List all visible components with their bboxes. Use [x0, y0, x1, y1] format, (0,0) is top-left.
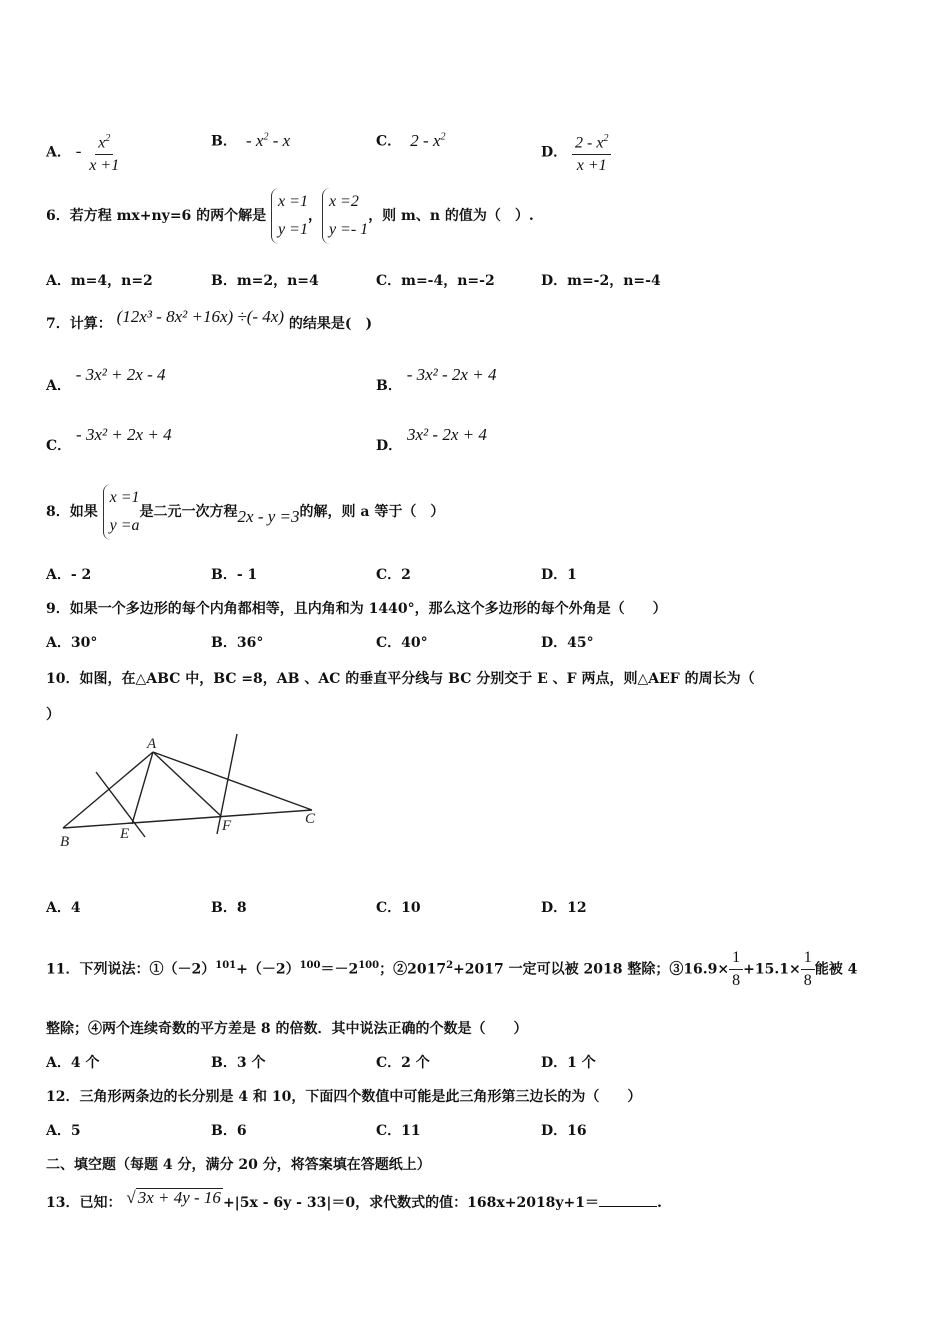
q10-option-b: B．8	[211, 900, 247, 916]
q8-equation: 2x - y =3	[237, 507, 300, 526]
q6-stem: 6．若方程 mx+ny=6 的两个解是 x =1 y =1，x =2 y =- 1，则 m、n 的值为（ ）.	[46, 188, 534, 244]
q12-option-a: A．5	[46, 1123, 81, 1139]
q9-option-b: B．36°	[211, 635, 264, 651]
q8-option-d: D．1	[541, 567, 577, 583]
q10-stem-line1: 10．如图，在△ABC 中，BC =8，AB 、AC 的垂直平分线与 BC 分别交于 E 、F 两点，则△AEF 的周长为（	[46, 671, 755, 687]
q9-option-a: A．30°	[46, 635, 98, 651]
segment-ac	[153, 752, 312, 810]
label-a: A	[147, 736, 157, 752]
label-b: B	[60, 834, 70, 850]
segment-af	[153, 752, 222, 817]
q10-option-d: D．12	[541, 900, 587, 916]
segment-ae	[132, 752, 153, 824]
label-f: F	[222, 818, 232, 834]
q5-option-c: C． $2 - x^2$	[376, 130, 446, 150]
q8-option-b: B．- 1	[211, 567, 258, 583]
q10-option-a: A．4	[46, 900, 81, 916]
q11-option-d: D．1 个	[541, 1055, 596, 1071]
q12-stem: 12．三角形两条边的长分别是 4 和 10，下面四个数值中可能是此三角形第三边长的为（ ）	[46, 1089, 642, 1105]
q6-option-d: D．m=-2，n=-4	[541, 273, 661, 289]
q6-system-1: x =1 y =1	[271, 188, 308, 244]
q10-stem-line2: ）	[46, 707, 60, 723]
fraction-one-eighth: $\frac{1}{8}$	[729, 947, 743, 992]
q11-option-c: C．2 个	[376, 1055, 430, 1071]
fraction-one-eighth: $\frac{1}{8}$	[801, 947, 815, 992]
q9-option-d: D．45°	[541, 635, 594, 651]
q8-option-a: A．- 2	[46, 567, 92, 583]
q5-option-d: D． $\frac{2 - x^2}{x +1}$	[541, 128, 611, 177]
q8-system: x =1 y =a	[103, 484, 140, 540]
q11-stem-line1: 11．下列说法：$①(-2)^{101}+(-2)^{100}=-2^{100}$；$②2017^2+2017$ 一定可以被 2018 整除；③16.9× $\frac{1}{8}$ +15.1× $\frac{1}{8}$ 能被 4	[46, 942, 857, 994]
q8-stem: 8．如果 x =1 y =a是二元一次方程2x - y =3的解，则 a 等于（ ）	[46, 484, 444, 540]
q6-option-c: C．m=-4，n=-2	[376, 273, 495, 289]
q12-option-b: B．6	[211, 1123, 247, 1139]
q9-option-c: C．40°	[376, 635, 428, 651]
q11-stem-line2: 整除；④两个连续奇数的平方差是 8 的倍数．其中说法正确的个数是（ ）	[46, 1021, 528, 1037]
answer-blank[interactable]	[599, 1206, 657, 1207]
q10-option-c: C．10	[376, 900, 421, 916]
q7-expression: (12x³ - 8x² +16x) ÷(- 4x)	[116, 307, 285, 326]
q7-option-d: D． 3x² - 2x + 4	[376, 425, 487, 454]
q8-option-c: C．2	[376, 567, 411, 583]
q7-option-a: A． - 3x² + 2x - 4	[46, 365, 166, 394]
label-e: E	[120, 826, 130, 842]
q6-option-a: A．m=4，n=2	[46, 273, 153, 289]
q7-stem: 7．计算： (12x³ - 8x² +16x) ÷(- 4x) 的结果是( )	[46, 307, 373, 332]
q5-option-a: A． - $\frac{x^2}{x +1}$	[46, 128, 122, 177]
segment-bc	[63, 810, 312, 828]
q11-option-b: B．3 个	[211, 1055, 266, 1071]
q6-system-2: x =2 y =- 1	[322, 188, 368, 244]
q13-stem: 13．已知： √ 3x + 4y - 16 +|5x - 6y - 33|＝0，求代数式的值：168x+2018y+1＝ .	[46, 1188, 662, 1211]
q7-option-b: B． - 3x² - 2x + 4	[376, 365, 497, 394]
label-c: C	[305, 811, 316, 827]
section-heading-fill-in: 二、填空题（每题 4 分，满分 20 分，将答案填在答题纸上）	[46, 1157, 431, 1173]
q9-stem: 9．如果一个多边形的每个内角都相等，且内角和为 1440°，那么这个多边形的每个外角是（ ）	[46, 601, 667, 617]
triangle-figure	[50, 732, 340, 852]
q7-option-c: C． - 3x² + 2x + 4	[46, 425, 172, 454]
q12-option-c: C．11	[376, 1123, 421, 1139]
segment-ab	[63, 752, 153, 828]
q5-option-b: B． - $x^2$ - x	[211, 130, 291, 150]
q11-option-a: A．4 个	[46, 1055, 100, 1071]
q6-option-b: B．m=2，n=4	[211, 273, 319, 289]
q12-option-d: D．16	[541, 1123, 587, 1139]
